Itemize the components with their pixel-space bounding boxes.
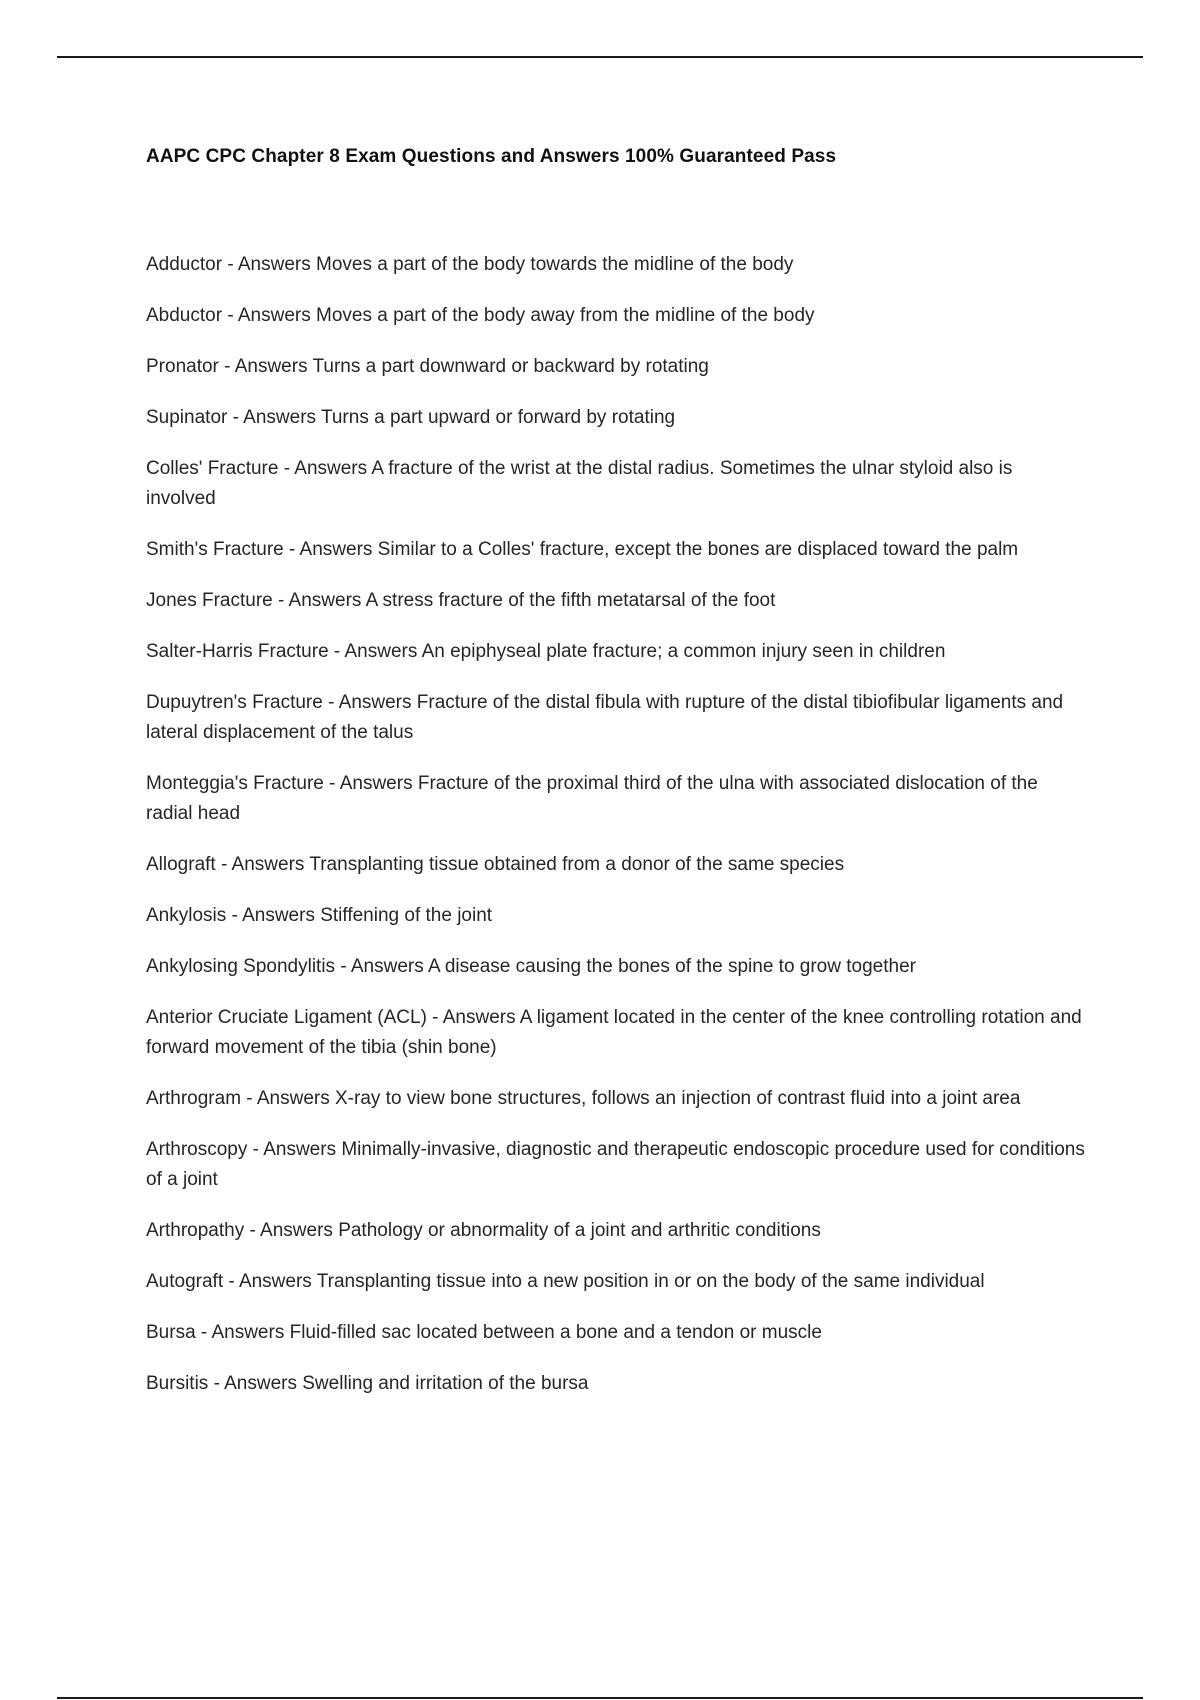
qa-entry-autograft: Autograft - Answers Transplanting tissue into a new position in or on the body of the same individual xyxy=(146,1271,985,1292)
qa-entry-dupuytrens-fracture: Dupuytren's Fracture - Answers Fracture of the distal fibula with rupture of the distal tibiofibular ligaments and lateral displacement of the talus xyxy=(146,692,1064,743)
footer-rule xyxy=(57,1697,1143,1699)
qa-entry-abductor: Abductor - Answers Moves a part of the body away from the midline of the body xyxy=(146,305,815,326)
qa-entry-pronator: Pronator - Answers Turns a part downward or backward by rotating xyxy=(146,356,709,377)
qa-entry-bursitis: Bursitis - Answers Swelling and irritation of the bursa xyxy=(146,1373,589,1394)
header-rule xyxy=(57,56,1143,58)
qa-entry-arthropathy: Arthropathy - Answers Pathology or abnormality of a joint and arthritic conditions xyxy=(146,1220,821,1241)
qa-entry-ankylosis: Ankylosis - Answers Stiffening of the joint xyxy=(146,905,493,926)
qa-entry-allograft: Allograft - Answers Transplanting tissue obtained from a donor of the same species xyxy=(146,854,845,875)
qa-entry-ankylosing-spondylitis: Ankylosing Spondylitis - Answers A disease causing the bones of the spine to grow together xyxy=(146,956,916,977)
qa-entry-arthroscopy: Arthroscopy - Answers Minimally-invasive, diagnostic and therapeutic endoscopic procedure used for conditions of a joint xyxy=(146,1139,1085,1190)
qa-entry-colles-fracture: Colles' Fracture - Answers A fracture of the wrist at the distal radius. Sometimes the ulnar styloid also is involved xyxy=(146,458,1013,509)
qa-entry-jones-fracture: Jones Fracture - Answers A stress fracture of the fifth metatarsal of the foot xyxy=(146,590,776,611)
qa-entry-arthrogram: Arthrogram - Answers X-ray to view bone structures, follows an injection of contrast fluid into a joint area xyxy=(146,1088,1021,1109)
qa-list xyxy=(146,250,1086,1420)
qa-entry-salter-harris-fracture: Salter-Harris Fracture - Answers An epiphyseal plate fracture; a common injury seen in children xyxy=(146,641,946,662)
qa-entry-bursa: Bursa - Answers Fluid-filled sac located between a bone and a tendon or muscle xyxy=(146,1322,822,1343)
qa-entry-supinator: Supinator - Answers Turns a part upward or forward by rotating xyxy=(146,407,676,428)
qa-entry-acl: Anterior Cruciate Ligament (ACL) - Answers A ligament located in the center of the knee controlling rotation and forward movement of the tibia (shin bone) xyxy=(146,1007,1082,1058)
qa-entry-smiths-fracture: Smith's Fracture - Answers Similar to a Colles' fracture, except the bones are displaced toward the palm xyxy=(146,539,1019,560)
document-title: AAPC CPC Chapter 8 Exam Questions and Answers 100% Guaranteed Pass xyxy=(146,146,837,167)
qa-entry-monteggias-fracture: Monteggia's Fracture - Answers Fracture of the proximal third of the ulna with associated dislocation of the radial head xyxy=(146,773,1038,824)
qa-entry-adductor: Adductor - Answers Moves a part of the body towards the midline of the body xyxy=(146,254,794,275)
